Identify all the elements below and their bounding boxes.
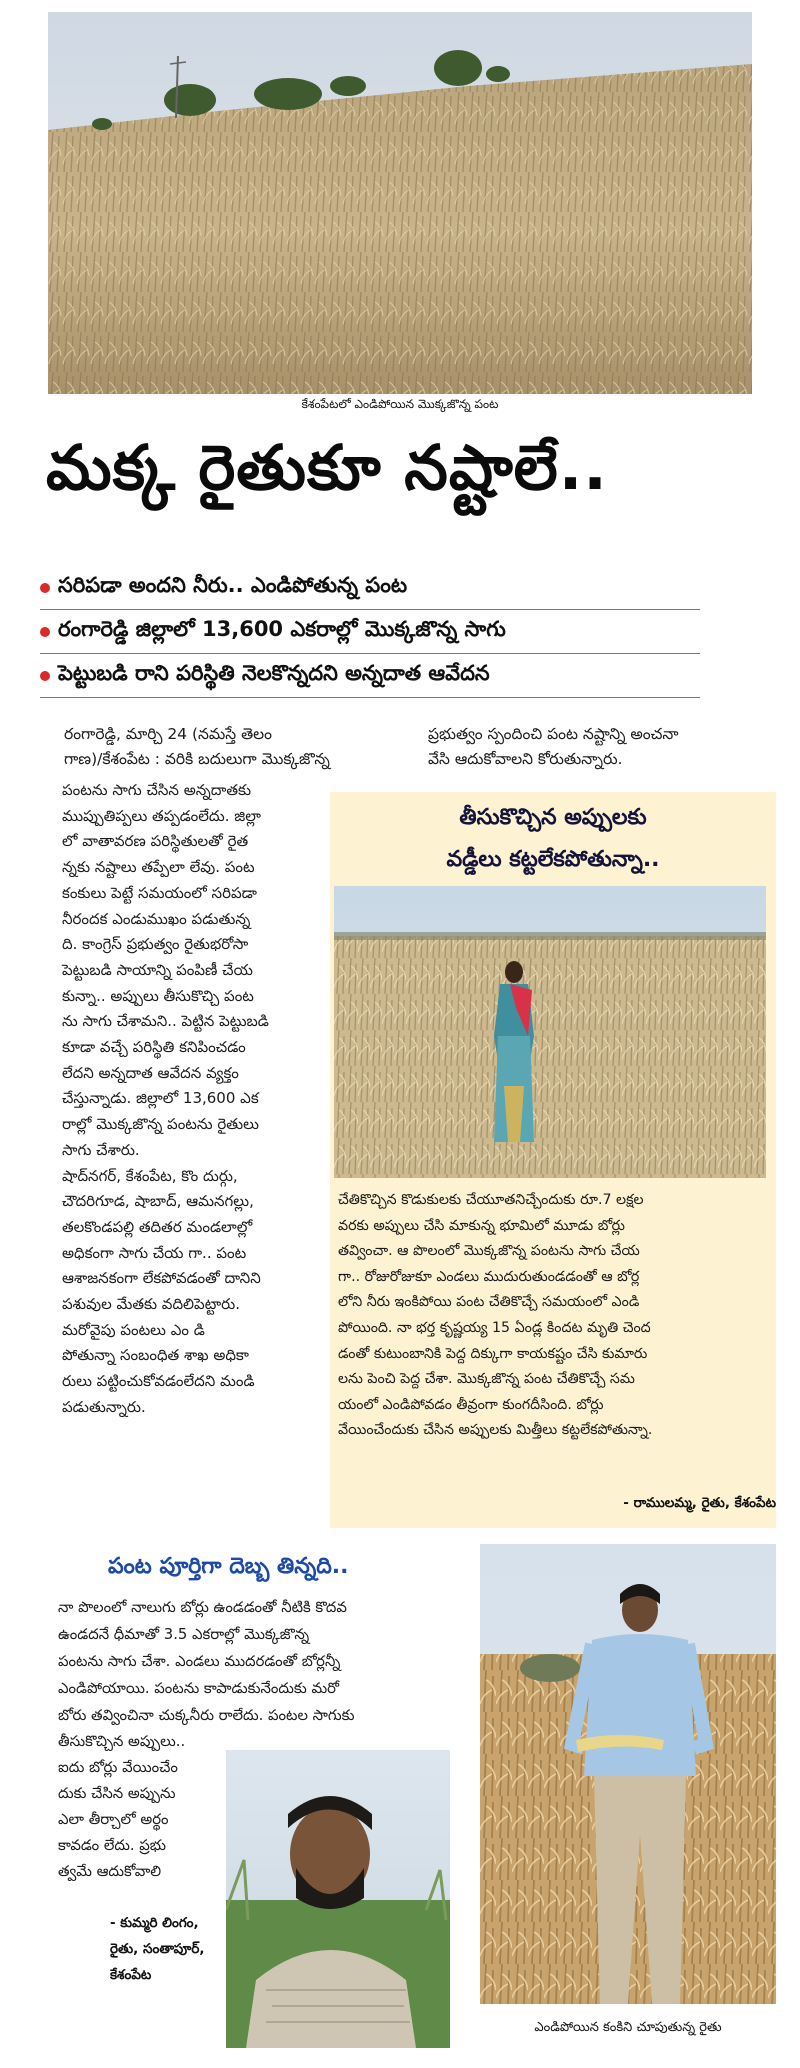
second-story-text-narrow: తీసుకొచ్చిన అప్పులు.. ఐదు బోర్లు వేయించేం దుకు చేసిన అప్పును ఎలా తీర్చాలో అర్థం కావడం లేదు. ప్రభు త్వమే ఆదుకోవాలి (58, 1733, 186, 1880)
bullet-dot-icon (40, 671, 50, 681)
farmer-selfie-photo (226, 1750, 450, 2048)
woman-farmer-photo (334, 886, 766, 1178)
right-photo-caption: ఎండిపోయిన కంకిని చూపుతున్న రైతు (534, 2020, 722, 2035)
second-story-text: నా పొలంలో నాలుగు బోర్లు ఉండడంతో నీటికి కొదవ ఉండదనే ధీమాతో 3.5 ఎకరాల్లో మొక్కజొన్న పంటను సాగు చేశా. ఎండలు ముదరడంతో బోర్లన్నీ ఎండిపోయాయి. పంటను కాపాడుకునేందుకు మరో బోరు తవ్వించినా చుక్కనీరు రాలేదు. పంటల సాగుకు (58, 1599, 355, 1724)
article-intro-col2: ప్రభుత్వం స్పందించి పంట నష్టాన్ని అంచనా వేసి ఆదుకోవాలని కోరుతున్నారు. (428, 725, 679, 769)
top-photo-caption: కేశంపేటలో ఎండిపోయిన మొక్కజొన్న పంట (301, 397, 499, 411)
highlight-item: రంగారెడ్డి జిల్లాలో 13,600 ఎకరాల్లో మొక్కజొన్న సాగు (40, 610, 700, 654)
bullet-dot-icon (40, 627, 50, 637)
second-story-attribution: - కుమ్మరి లింగం, రైతు, సంతాపూర్, కేశంపేట (110, 1915, 205, 1983)
farmer-with-cob-photo (480, 1544, 776, 2004)
article-main-column: పంటను సాగు చేసిన అన్నదాతకు ముప్పుతిప్పలు తప్పడంలేదు. జిల్లా లో వాతావరణ పరిస్థితులతో రైత న్నకు నష్టాలు తప్పేలా లేవు. పంట కంకులు పెట్టే సమయంలో సరిపడా నీరందక ఎండుముఖం పడుతున్న ది. కాంగ్రెస్ ప్రభుత్వం రైతుభరోసా పెట్టుబడి సాయాన్ని పంపిణీ చేయ కున్నా.. అప్పులు తీసుకొచ్చి పంట ను సాగు చేశామని.. పెట్టిన పెట్టుబడి కూడా వచ్చే పరిస్థితి కనిపించడం లేదని అన్నదాత ఆవేదన వ్యక్తం చేస్తున్నాడు. జిల్లాలో 13,600 ఎక రాల్లో మొక్కజొన్న పంటను రైతులు సాగు చేశారు. షాద్‌నగర్, కేశంపేట, కొం దుర్గు, చౌదరిగూడ, షాబాద్, ఆమనగల్లు, తలకొండపల్లి తదితర మండలాల్లో అధికంగా సాగు చేయ గా.. పంట ఆశాజనకంగా లేకపోవడంతో దానిని పశువుల మేతకు వదిలిపెట్టారు. మరోవైపు పంటలు ఎం డి పోతున్నా సంబంధిత శాఖ అధికా రులు పట్టించుకోవడంలేదని మండి పడుతున్నారు. (62, 781, 269, 1416)
dried-maize-field-photo (48, 12, 752, 394)
highlight-item: సరిపడా అందని నీరు.. ఎండిపోతున్న పంట (40, 566, 700, 610)
article-intro-col1: రంగారెడ్డి, మార్చి 24 (నమస్తే తెలం గాణ)/కేశంపేట : వరికి బదులుగా మొక్కజొన్న (64, 725, 330, 769)
box-heading-line2: వడ్డీలు కట్టలేకపోతున్నా.. (446, 847, 660, 872)
second-story-heading: పంట పూర్తిగా దెబ్బ తిన్నది.. (108, 1554, 349, 1579)
highlight-item: పెట్టుబడి రాని పరిస్థితి నెలకొన్నదని అన్నదాత ఆవేదన (40, 654, 700, 698)
box-attribution: - రాములమ్మ, రైతు, కేశంపేట (623, 1495, 776, 1511)
bullet-dot-icon (40, 583, 50, 593)
page-title: మక్క రైతుకూ నష్టాలే.. (46, 431, 608, 504)
box-heading-line1: తీసుకొచ్చిన అప్పులకు (459, 805, 647, 830)
highlights-list (40, 566, 700, 698)
box-quote-text: చేతికొచ్చిన కొడుకులకు చేయూతనిచ్చేందుకు రూ.7 లక్షల వరకు అప్పులు చేసి మాకున్న భూమిలో మూడు బోర్లు తవ్వించా. ఆ పొలంలో మొక్కజొన్న పంటను సాగు చేయ గా.. రోజురోజుకూ ఎండలు ముదురుతుండడంతో ఆ బోర్ల లోని నీరు ఇంకిపోయి పంట చేతికొచ్చే సమయంలో ఎండి పోయింది. నా భర్త కృష్ణయ్య 15 ఏండ్ల కిందట మృతి చెంద డంతో కుటుంబానికి పెద్ద దిక్కుగా కాయకష్టం చేసి కుమారు లను పెంచి పెద్ద చేశా. మొక్కజొన్న పంట చేతికొచ్చే సమ యంలో ఎండిపోవడం తీవ్రంగా కుంగదీసింది. బోర్లు వేయించేందుకు చేసిన అప్పులకు మిత్తీలు కట్టలేకపోతున్నా. (338, 1192, 653, 1439)
